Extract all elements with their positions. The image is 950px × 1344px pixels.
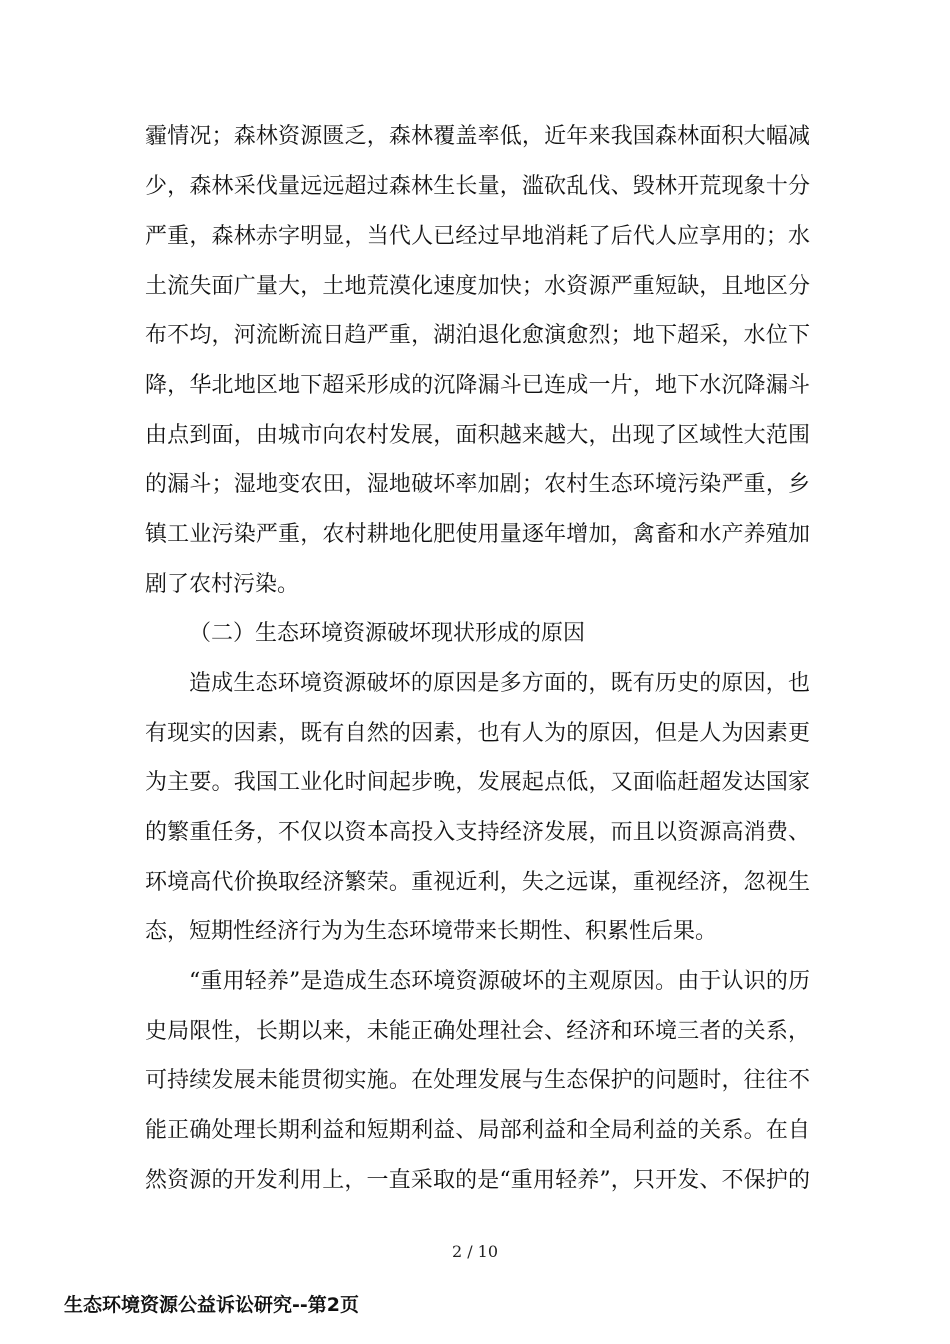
text-line: 严重，森林赤字明显，当代人已经过早地消耗了后代人应享用的；水 — [145, 224, 810, 249]
text-line: 霾情况；森林资源匮乏，森林覆盖率低，近年来我国森林面积大幅减 — [145, 124, 810, 149]
text-line: 然资源的开发利用上，一直采取的是“重用轻养”，只开发、不保护的 — [145, 1168, 810, 1193]
text-line: 可持续发展未能贯彻实施。在处理发展与生态保护的问题时，往往不 — [145, 1068, 810, 1093]
footer-title: 生态环境资源公益诉讼研究--第2页 — [64, 1294, 359, 1316]
text-line: 剧了农村污染。 — [145, 572, 300, 597]
text-line: 史局限性，长期以来，未能正确处理社会、经济和环境三者的关系， — [145, 1019, 810, 1044]
text-line: 为主要。我国工业化时间起步晚，发展起点低，又面临赶超发达国家 — [145, 770, 810, 795]
text-line: 少，森林采伐量远远超过森林生长量，滥砍乱伐、毁林开荒现象十分 — [145, 174, 810, 199]
text-line: 环境高代价换取经济繁荣。重视近利，失之远谋，重视经济，忽视生 — [145, 870, 810, 895]
text-line: 由点到面，由城市向农村发展，面积越来越大，出现了区域性大范围 — [145, 423, 810, 448]
text-line: 造成生态环境资源破坏的原因是多方面的，既有历史的原因，也 — [189, 671, 810, 696]
text-line: 降，华北地区地下超采形成的沉降漏斗已连成一片，地下水沉降漏斗 — [145, 373, 810, 398]
text-line: 土流失面广量大，土地荒漠化速度加快；水资源严重短缺，且地区分 — [145, 274, 810, 299]
text-line: “重用轻养”是造成生态环境资源破坏的主观原因。由于认识的历 — [189, 969, 810, 994]
text-line: 有现实的因素，既有自然的因素，也有人为的原因，但是人为因素更 — [145, 721, 810, 746]
text-line: 镇工业污染严重，农村耕地化肥使用量逐年增加，禽畜和水产养殖加 — [145, 522, 810, 547]
text-line: 的繁重任务，不仅以资本高投入支持经济发展，而且以资源高消费、 — [145, 820, 810, 845]
text-line: 能正确处理长期利益和短期利益、局部利益和全局利益的关系。在自 — [145, 1118, 810, 1143]
text-line: 的漏斗；湿地变农田，湿地破坏率加剧；农村生态环境污染严重，乡 — [145, 472, 810, 497]
section-heading: （二）生态环境资源破坏现状形成的原因 — [189, 621, 586, 646]
text-line: 态，短期性经济行为为生态环境带来长期性、积累性后果。 — [145, 919, 718, 944]
page-number: 2 / 10 — [451, 1242, 499, 1261]
text-line: 布不均，河流断流日趋严重，湖泊退化愈演愈烈；地下超采，水位下 — [145, 323, 810, 348]
